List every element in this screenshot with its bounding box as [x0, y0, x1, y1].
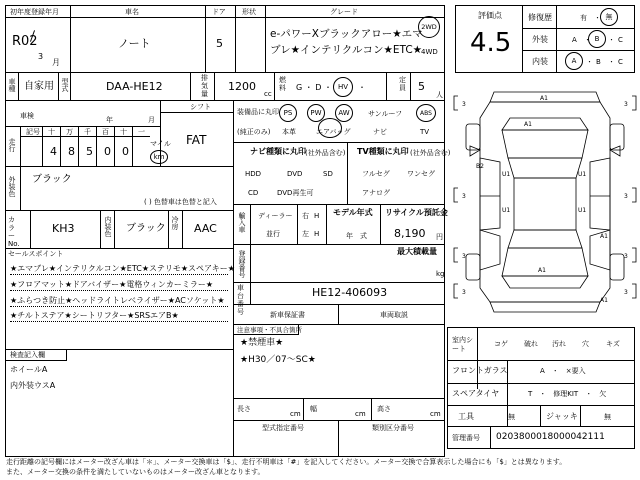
mark-label: 記号: [26, 128, 40, 136]
model-label: 型式: [61, 78, 69, 92]
equipment-label: 装備品に丸印: [237, 108, 279, 116]
equip-airbag-circle: [318, 118, 342, 138]
interior-c: C: [618, 58, 623, 66]
unit-km-circled: km: [150, 150, 168, 164]
tv-sub: (社外品含む): [410, 149, 451, 157]
jack-value: 無: [604, 413, 611, 421]
recycle-value: 8,190: [394, 227, 426, 240]
sales-line: ★フロアマット★ドアバイザー★電格ウィンカーミラー★: [10, 280, 214, 289]
diagram-corner-label: 3: [624, 193, 628, 200]
tools-label: 工具: [458, 412, 474, 421]
cap-unit: 人: [436, 91, 443, 99]
diagram-corner-label: 3: [462, 193, 466, 200]
seat-item: 汚れ: [552, 340, 566, 348]
nav-label: ナビ種類に丸印: [250, 147, 306, 156]
month-label: 月: [148, 116, 155, 124]
equip-pw-circled: PW: [307, 104, 325, 122]
car-damage-diagram: [450, 88, 640, 316]
shift-label: シフト: [190, 103, 211, 111]
model-value: DAA-HE12: [106, 80, 163, 93]
door-count: 5: [216, 37, 223, 50]
odometer-digit: 0: [122, 145, 129, 158]
manage-value: 0203800018000042111: [496, 432, 605, 442]
max-load-unit: kg: [436, 270, 445, 278]
odometer-digit-header: 一: [138, 128, 145, 136]
repair-sep: ・: [594, 14, 601, 22]
import-parallel: 並行: [266, 230, 280, 238]
equip-aw-circled: AW: [335, 104, 353, 122]
interior-b: B: [596, 58, 601, 66]
manual-label: 車両取説: [380, 311, 408, 319]
diagram-corner-label: 3: [462, 253, 466, 260]
sales-line: ★チルトステア★シートリフター★SRSエアB★: [10, 311, 179, 320]
interior-a-circled: A: [565, 52, 583, 70]
color-value: ブラック: [32, 174, 72, 185]
name-label: 車名: [125, 8, 139, 16]
damage-mark: A1: [540, 95, 548, 102]
nav-cd: CD: [248, 189, 259, 197]
seat-item: コゲ: [494, 340, 508, 348]
equip-leather: 本革: [282, 128, 296, 136]
repair-label: 修復歴: [528, 13, 552, 22]
tv-oneseg: ワンセグ: [407, 170, 435, 178]
odometer-digit: 8: [68, 145, 75, 158]
disp-unit: cc: [264, 90, 272, 98]
interior-color-value: ブラック: [126, 223, 166, 234]
cap-label: 定員: [399, 76, 406, 92]
exterior-c: C: [618, 36, 623, 44]
interior-label: 内装: [532, 57, 548, 66]
damage-mark: B2: [476, 163, 484, 170]
diagram-corner-label: 3: [624, 101, 628, 108]
exterior-label: 外装: [532, 35, 548, 44]
fuel-label: 燃料: [279, 76, 286, 92]
sales-line: ★エマブレ★インテリクルコン★ETC★ステリモ★スペアキー★: [10, 264, 235, 273]
width-label: 幅: [310, 405, 317, 413]
lh-value: H: [314, 230, 320, 238]
seat-item: 穴: [582, 340, 589, 348]
height-label: 高さ: [377, 405, 391, 413]
recycle-unit: 円: [436, 233, 443, 241]
equip-ps-circled: PS: [279, 104, 297, 122]
inspection-label: 車検: [20, 112, 34, 120]
year-label: 年: [106, 116, 113, 124]
odometer-digit-header: 百: [102, 128, 109, 136]
exterior-sep: ・: [608, 36, 615, 44]
reg-number-label: 登録番号: [238, 250, 246, 278]
diagram-corner-label: 3: [624, 253, 628, 260]
height-unit: cm: [430, 410, 441, 418]
door-label: ドア: [212, 8, 226, 16]
diagram-corner-label: 3: [624, 289, 628, 296]
odometer-digit-header: 千: [84, 128, 91, 136]
fuel-options: G ・ D ・: [296, 83, 332, 92]
damage-mark: U1: [578, 171, 587, 178]
warranty-label: 新車保証書: [270, 311, 305, 319]
manage-label: 管理番号: [452, 434, 480, 442]
ac-label: 冷房: [171, 216, 179, 230]
equipment-sublabel: (純正のみ): [237, 128, 271, 136]
damage-mark: U1: [502, 207, 511, 214]
glass-label: フロントガラス: [452, 366, 508, 375]
tv-analog: アナログ: [362, 189, 390, 197]
damage-mark: A1: [538, 267, 546, 274]
odometer-digit: 5: [86, 145, 93, 158]
interior-color-label: 内装色: [104, 216, 112, 237]
repair-none-circled: 無: [600, 8, 618, 26]
equip-navi: ナビ: [373, 128, 387, 136]
jack-label: ジャッキ: [546, 412, 578, 421]
interior-sep: ・: [586, 58, 593, 66]
car-name: ノート: [118, 37, 151, 50]
grade-line-1: e-パワーXブラックアロー★エマ: [270, 28, 423, 40]
tv-fullseg: フルセグ: [362, 170, 390, 178]
seat-label: 室内シート: [452, 336, 473, 353]
shape-label: 形状: [242, 8, 256, 16]
width-unit: cm: [355, 410, 366, 418]
damage-mark: U1: [578, 207, 587, 214]
odometer-digit-header: 十: [120, 128, 127, 136]
drive-2wd-circled: 2WD: [418, 16, 440, 38]
fuel-hv-circled: HV: [333, 77, 353, 97]
score-label: 評価点: [478, 11, 502, 20]
equip-tv: TV: [420, 128, 430, 136]
nav-hdd: HDD: [245, 170, 262, 178]
class-label: 車種: [8, 78, 16, 92]
seat-item: キズ: [606, 340, 620, 348]
notes-label: 注意事項・不具合箇所: [237, 326, 302, 334]
class-number-label: 類別区分番号: [372, 424, 414, 432]
reg-month: 3: [38, 52, 44, 61]
diagram-corner-label: 3: [462, 101, 466, 108]
code-label: カラー No.: [8, 216, 20, 248]
disp-value: 1200: [228, 80, 256, 93]
equip-airbag: エアバッグ: [316, 128, 351, 136]
tools-value: 無: [508, 413, 515, 421]
odometer-digit-header: 万: [66, 128, 73, 136]
equip-sunroof: サンルーフ: [368, 110, 403, 118]
rh-label: 右: [302, 212, 309, 220]
lh-label: 左: [302, 230, 309, 238]
code-value: KH3: [52, 222, 75, 235]
nav-sub: (社外品含む): [305, 149, 346, 157]
nav-dvd: DVD: [287, 170, 303, 178]
sales-line: ★ふらつき防止★ヘッドライトレベライザー★ACソケット★: [10, 296, 225, 305]
exterior-a: A: [572, 36, 577, 44]
exterior-b-circled: B: [588, 30, 606, 48]
odometer-digit-header: 十: [48, 128, 55, 136]
import-dealer: ディーラー: [258, 212, 293, 220]
score-value: 4.5: [470, 28, 512, 58]
max-load-label: 最大積載量: [397, 247, 437, 256]
cap-value: 5: [418, 80, 425, 93]
exterior-sep: ・: [584, 36, 591, 44]
mileage-label: 走行: [8, 138, 16, 152]
inspector-line: ホイールA: [10, 365, 48, 374]
fuel-tail: ・: [358, 83, 366, 92]
unit-mile: マイル: [150, 140, 171, 148]
model-year-label: モデル年式: [333, 208, 373, 217]
type-number-label: 型式指定番号: [262, 424, 304, 432]
class-value: 自家用: [24, 81, 54, 92]
recycle-label: リサイクル預託金: [385, 208, 448, 217]
notes-line: ★H30／07〜SC★: [240, 355, 316, 365]
model-year-text: 年 式: [346, 232, 367, 240]
spare-value: T ・ 修理KIT ・ 欠: [528, 390, 607, 398]
ac-value: AAC: [194, 222, 217, 235]
sales-points-label: セールスポイント: [8, 250, 64, 258]
reg-year-label: 初年度登録年月: [10, 8, 59, 16]
diagram-corner-label: 3: [462, 289, 466, 296]
inspector-label: 検査記入欄: [10, 351, 45, 359]
odometer-digit: 4: [50, 145, 57, 158]
inspector-line: 内外装ウスA: [10, 381, 56, 390]
reg-year: R02: [12, 34, 38, 49]
footer-note: 走行距離の記号欄にはメーター改ざん車は「＊」、メーター交換車は「$」、走行不明車は「#」を記入してください。メーター交換で合算表示した場合にも「$」とは異なります。: [6, 458, 567, 466]
reg-month-suffix: 月: [52, 58, 60, 67]
tv-label: TV種類に丸印: [357, 147, 409, 156]
interior-sep: ・: [608, 58, 615, 66]
chassis-value: HE12-406093: [312, 286, 388, 299]
rh-value: H: [314, 212, 320, 220]
color-label: 外装色: [8, 176, 16, 197]
length-unit: cm: [290, 410, 301, 418]
seat-item: 破れ: [524, 340, 538, 348]
color-note: ( ) 色替車は色替と記入: [144, 198, 217, 206]
drive-4wd: 4WD: [421, 48, 438, 56]
notes-line: ★禁煙車★: [240, 338, 284, 348]
grade-label: グレード: [330, 8, 358, 16]
odometer-digit: 0: [104, 145, 111, 158]
footer-note: また、メーター交換の条件を満たしていないものはメーター改ざん車となります。: [6, 468, 265, 476]
damage-mark: A1: [600, 297, 608, 304]
damage-mark: A1: [524, 121, 532, 128]
import-label: 輸入車: [238, 212, 246, 233]
chassis-label: 車台番号: [237, 284, 244, 316]
spare-label: スペアタイヤ: [452, 389, 500, 398]
shift-value: FAT: [186, 133, 207, 147]
damage-mark: U1: [502, 171, 511, 178]
grade-line-2: ブレ★インテリクルコン★ETC★: [270, 44, 423, 56]
nav-dvd-play: DVD再生可: [277, 189, 314, 197]
disp-label: 排気量: [201, 74, 208, 98]
glass-value: A ・ ×要入: [540, 367, 586, 375]
repair-option: 有: [580, 14, 587, 22]
length-label: 長さ: [237, 405, 251, 413]
damage-mark: A1: [600, 233, 608, 240]
equip-abs-circled: ABS: [416, 104, 436, 122]
nav-sd: SD: [323, 170, 333, 178]
